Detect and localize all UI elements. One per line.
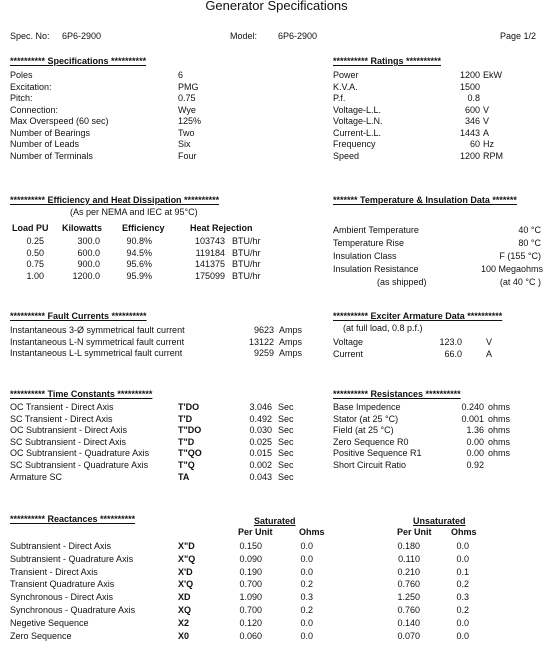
rating-unit: EkW	[483, 70, 502, 80]
resistances-heading: ********** Resistances **********	[333, 389, 461, 399]
tc-value: 0.002	[249, 460, 272, 470]
reactance-symbol: X'D	[178, 566, 193, 577]
res-value: 1.36	[466, 425, 484, 436]
spec-label: Max Overspeed (60 sec)	[10, 116, 109, 126]
eff-heat: 141375	[194, 259, 225, 269]
tc-label: OC Subtransient - Direct Axis	[10, 425, 128, 436]
tc-label: SC Subtransient - Direct Axis	[10, 436, 127, 447]
uns-per-unit: 0.140	[397, 617, 420, 628]
uns-ohms: 0.0	[456, 541, 469, 551]
reactance-label: Synchronous - Direct Axis	[10, 592, 114, 603]
reactance-symbol: X'Q	[178, 579, 194, 590]
res-value: 0.92	[466, 460, 484, 470]
sat-per-unit: 0.150	[239, 541, 262, 551]
tc-value: 0.015	[249, 448, 272, 459]
tc-unit: Sec	[278, 471, 294, 482]
res-label: Short Circuit Ratio	[333, 460, 407, 470]
res-unit: ohms	[488, 448, 511, 459]
spec-value: 6	[178, 70, 184, 80]
spec-value: 125%	[178, 116, 202, 126]
sat-ohms: 0.3	[300, 592, 313, 603]
reactance-label: Transient Quadrature Axis	[10, 579, 115, 590]
temp-label: Ambient Temperature	[333, 225, 419, 235]
sat-ohms: 0.2	[300, 605, 313, 615]
tc-value: 0.492	[249, 413, 272, 424]
specifications-heading: ********** Specifications **********	[10, 56, 147, 66]
reactance-symbol: X0	[178, 630, 190, 641]
reactance-label: Zero Sequence	[10, 630, 72, 641]
exciter-unit: V	[486, 337, 493, 347]
sat-per-unit: 0.120	[239, 617, 262, 628]
temp-value: 80 °C	[518, 238, 541, 248]
uns-per-unit: 0.760	[397, 605, 420, 615]
rating-unit: A	[483, 127, 490, 138]
fault-value: 9259	[253, 348, 274, 358]
res-label: Positive Sequence R1	[333, 448, 422, 459]
tc-label: Armature SC	[10, 471, 63, 482]
page-number: Page 1/2	[500, 31, 537, 41]
spec-label: Number of Leads	[10, 139, 80, 149]
rating-label: P.f.	[333, 93, 346, 103]
res-value: 0.240	[461, 402, 484, 412]
eff-unit: BTU/hr	[232, 259, 261, 269]
eff-load: 1.00	[26, 270, 44, 281]
rating-value: 0.8	[467, 93, 480, 103]
reactance-symbol: XD	[178, 592, 191, 603]
page-title: Generator Specifications	[205, 0, 348, 13]
col-load-pu: Load PU	[12, 223, 49, 233]
reactances-heading: ********** Reactances **********	[10, 514, 136, 524]
tc-unit: Sec	[278, 402, 294, 412]
tc-symbol: T'D	[178, 413, 193, 424]
sat-per-unit: 0.700	[239, 579, 262, 590]
sat-ohms-header: Ohms	[299, 527, 325, 537]
fault-heading: ********** Fault Currents **********	[10, 311, 147, 321]
sat-per-unit: 0.190	[239, 566, 262, 577]
sat-per-unit: 1.090	[239, 592, 262, 603]
sat-ohms: 0.0	[300, 630, 313, 641]
tc-unit: Sec	[278, 425, 294, 436]
tc-symbol: TA	[178, 471, 190, 482]
fault-unit: Amps	[279, 325, 303, 335]
sat-ohms: 0.0	[300, 617, 313, 628]
sat-ohms: 0.0	[300, 541, 313, 551]
res-label: Zero Sequence R0	[333, 436, 409, 447]
temp-value: (at 40 °C )	[499, 277, 541, 287]
temp-value: 100 Megaohms	[481, 264, 544, 274]
tc-label: OC Transient - Direct Axis	[10, 402, 114, 412]
eff-eff: 95.6%	[126, 259, 152, 269]
temp-label: (as shipped)	[377, 277, 427, 287]
exciter-label: Voltage	[333, 337, 364, 347]
rating-unit: Hz	[483, 139, 494, 149]
uns-ohms: 0.0	[456, 630, 469, 641]
tc-symbol: T"QO	[178, 448, 202, 459]
uns-ohms: 0.2	[456, 579, 469, 590]
res-label: Base Impedence	[333, 402, 401, 412]
eff-heat: 119184	[195, 247, 225, 258]
spec-value: Wye	[178, 104, 196, 115]
col-heat-rejection: Heat Rejection	[190, 223, 253, 233]
res-unit: ohms	[488, 413, 511, 424]
eff-load: 0.75	[26, 259, 44, 269]
fault-label: Instantaneous L-N symmetrical fault current	[10, 336, 185, 347]
rating-label: Frequency	[333, 139, 376, 149]
reactance-symbol: X"Q	[178, 553, 196, 564]
model-value: 6P6-2900	[278, 31, 318, 41]
rating-value: 1500	[459, 81, 480, 92]
uns-per-unit: 0.110	[398, 553, 420, 564]
spec-label: Excitation:	[10, 81, 52, 92]
fault-value: 9623	[253, 325, 274, 335]
tc-value: 0.025	[249, 436, 272, 447]
tc-value: 3.046	[249, 402, 272, 412]
fault-unit: Amps	[279, 336, 303, 347]
uns-ohms: 0.0	[456, 553, 469, 564]
fault-label: Instantaneous L-L symmetrical fault current	[10, 348, 183, 358]
rating-label: Current-L.L.	[333, 127, 382, 138]
res-value: 0.001	[461, 413, 484, 424]
spec-label: Poles	[10, 70, 33, 80]
reactance-label: Transient - Direct Axis	[10, 566, 98, 577]
sat-per-unit: 0.090	[239, 553, 262, 564]
temp-value: 40 °C	[518, 225, 541, 235]
tc-symbol: T'DO	[178, 402, 200, 412]
tc-label: SC Subtransient - Quadrature Axis	[10, 460, 149, 470]
spec-value: Six	[178, 139, 191, 149]
spec-label: Number of Terminals	[10, 150, 93, 161]
uns-per-unit: 1.250	[397, 592, 420, 603]
res-value: 0.00	[466, 436, 484, 447]
temp-label: Insulation Resistance	[333, 264, 419, 274]
rating-value: 600	[464, 104, 480, 115]
unsaturated-header: Unsaturated	[413, 516, 466, 526]
uns-ohms: 0.3	[456, 592, 469, 603]
fault-value: 13122	[248, 336, 274, 347]
rating-label: Speed	[333, 150, 360, 161]
uns-ohms: 0.2	[456, 605, 469, 615]
rating-unit: V	[483, 116, 490, 126]
exciter-value: 123.0	[439, 337, 462, 347]
reactance-symbol: X2	[178, 617, 190, 628]
sat-per-unit: 0.700	[239, 605, 262, 615]
efficiency-heading: ********** Efficiency and Heat Dissipation **********	[10, 195, 220, 205]
eff-unit: BTU/hr	[232, 270, 261, 281]
rating-value: 1443	[459, 127, 480, 138]
spec-no-label: Spec. No:	[10, 31, 50, 41]
rating-value: 1200	[459, 150, 480, 161]
exciter-heading: ********** Exciter Armature Data **********	[333, 311, 503, 321]
res-unit: ohms	[488, 425, 511, 436]
temp-label: Temperature Rise	[333, 238, 405, 248]
rating-unit: V	[483, 104, 490, 115]
reactance-label: Synchronous - Quadrature Axis	[10, 605, 136, 615]
uns-ohms-header: Ohms	[451, 527, 477, 537]
model-label: Model:	[230, 31, 258, 41]
eff-kw: 900.0	[77, 259, 100, 269]
time-constants-heading: ********** Time Constants **********	[10, 389, 153, 399]
tc-unit: Sec	[278, 436, 294, 447]
exciter-subheading: (at full load, 0.8 p.f.)	[343, 323, 423, 333]
tc-value: 0.043	[249, 471, 272, 482]
spec-value: 0.75	[178, 93, 196, 103]
spec-label: Number of Bearings	[10, 127, 91, 138]
tc-unit: Sec	[278, 460, 294, 470]
fault-unit: Amps	[279, 348, 303, 358]
uns-per-unit-header: Per Unit	[397, 527, 432, 537]
temp-label: Insulation Class	[333, 251, 397, 261]
uns-per-unit: 0.070	[397, 630, 420, 641]
exciter-unit: A	[486, 349, 493, 359]
spec-value: Four	[178, 150, 197, 161]
res-unit: ohms	[488, 436, 511, 447]
eff-eff: 95.9%	[126, 270, 152, 281]
eff-load: 0.25	[26, 236, 44, 246]
reactance-symbol: XQ	[178, 605, 192, 615]
sat-ohms: 0.0	[300, 566, 313, 577]
rating-unit: RPM	[483, 150, 503, 161]
tc-symbol: T"D	[178, 436, 195, 447]
res-label: Field (at 25 °C)	[333, 425, 394, 436]
eff-heat: 103743	[194, 236, 225, 246]
res-value: 0.00	[466, 448, 484, 459]
reactance-symbol: X"D	[178, 541, 195, 551]
eff-eff: 94.5%	[126, 247, 152, 258]
eff-load: 0.50	[26, 247, 44, 258]
tc-label: SC Transient - Direct Axis	[10, 413, 113, 424]
res-label: Stator (at 25 °C)	[333, 413, 399, 424]
ratings-heading: ********** Ratings **********	[333, 56, 442, 66]
tc-symbol: T"Q	[178, 460, 195, 470]
eff-kw: 600.0	[77, 247, 100, 258]
uns-ohms: 0.0	[456, 617, 469, 628]
col-kilowatts: Kilowatts	[62, 223, 103, 233]
rating-label: Voltage-L.N.	[333, 116, 383, 126]
uns-per-unit: 0.210	[397, 566, 420, 577]
rating-value: 346	[464, 116, 480, 126]
reactance-label: Negetive Sequence	[10, 617, 89, 628]
tc-unit: Sec	[278, 448, 294, 459]
sat-ohms: 0.0	[300, 553, 313, 564]
tc-value: 0.030	[249, 425, 272, 436]
reactance-label: Subtransient - Quadrature Axis	[10, 553, 134, 564]
temp-value: F (155 °C)	[499, 251, 541, 261]
temperature-heading: ******* Temperature & Insulation Data *******	[333, 195, 517, 205]
uns-per-unit: 0.760	[397, 579, 420, 590]
uns-per-unit: 0.180	[397, 541, 420, 551]
spec-value: PMG	[178, 81, 199, 92]
spec-label: Connection:	[10, 104, 59, 115]
eff-kw: 1200.0	[72, 270, 100, 281]
eff-kw: 300.0	[77, 236, 100, 246]
sat-per-unit: 0.060	[239, 630, 262, 641]
eff-unit: BTU/hr	[232, 236, 261, 246]
rating-value: 60	[469, 139, 480, 149]
tc-label: OC Subtransient - Quadrature Axis	[10, 448, 150, 459]
saturated-header: Saturated	[254, 516, 296, 526]
eff-unit: BTU/hr	[232, 247, 261, 258]
uns-ohms: 0.1	[456, 566, 469, 577]
rating-label: K.V.A.	[333, 81, 358, 92]
res-unit: ohms	[488, 402, 511, 412]
tc-unit: Sec	[278, 413, 294, 424]
spec-label: Pitch:	[10, 93, 33, 103]
eff-heat: 175099	[194, 270, 225, 281]
sat-per-unit-header: Per Unit	[238, 527, 273, 537]
spec-value: Two	[178, 127, 195, 138]
reactance-label: Subtransient - Direct Axis	[10, 541, 112, 551]
rating-value: 1200	[459, 70, 480, 80]
tc-symbol: T"DO	[178, 425, 202, 436]
exciter-value: 66.0	[444, 349, 462, 359]
rating-label: Voltage-L.L.	[333, 104, 382, 115]
col-efficiency: Efficiency	[122, 223, 165, 233]
fault-label: Instantaneous 3-Ø symmetrical fault current	[10, 325, 185, 335]
eff-eff: 90.8%	[126, 236, 152, 246]
rating-label: Power	[333, 70, 359, 80]
efficiency-subheading: (As per NEMA and IEC at 95°C)	[70, 207, 198, 217]
exciter-label: Current	[333, 349, 364, 359]
spec-no-value: 6P6-2900	[62, 31, 102, 41]
sat-ohms: 0.2	[300, 579, 313, 590]
